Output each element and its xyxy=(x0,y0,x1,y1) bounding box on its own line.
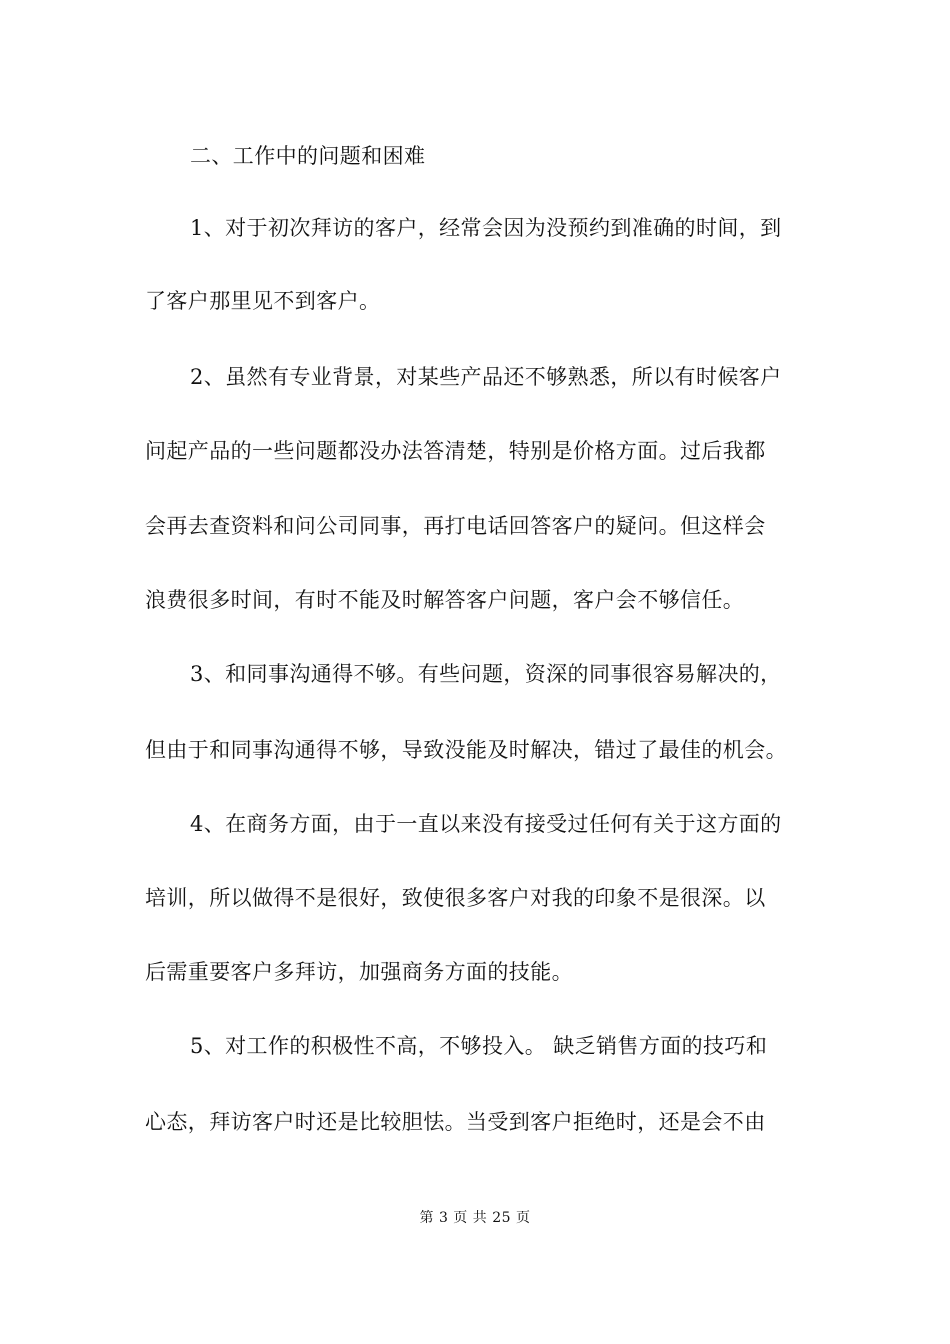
paragraph-line: 问起产品的一些问题都没办法答清楚，特别是价格方面。过后我都 xyxy=(145,439,766,463)
paragraph-line: 但由于和同事沟通得不够，导致没能及时解决，错过了最佳的机会。 xyxy=(145,738,787,762)
paragraph-line: 3、和同事沟通得不够。有些问题，资深的同事很容易解决的， xyxy=(190,662,782,686)
paragraph-line: 了客户那里见不到客户。 xyxy=(145,289,381,313)
paragraph-line: 培训，所以做得不是很好，致使很多客户对我的印象不是很深。以 xyxy=(145,886,766,910)
paragraph-line: 5、对工作的积极性不高，不够投入。 缺乏销售方面的技巧和 xyxy=(190,1034,768,1058)
paragraph-line: 1、对于初次拜访的客户，经常会因为没预约到准确的时间，到 xyxy=(190,216,782,240)
paragraph-line: 后需重要客户多拜访，加强商务方面的技能。 xyxy=(145,960,573,984)
paragraph-line: 4、在商务方面，由于一直以来没有接受过任何有关于这方面的 xyxy=(190,812,782,836)
paragraph-line: 心态，拜访客户时还是比较胆怯。当受到客户拒绝时，还是会不由 xyxy=(145,1110,766,1134)
paragraph-line: 会再去查资料和问公司同事，再打电话回答客户的疑问。但这样会 xyxy=(145,514,766,538)
page-footer: 第 3 页 共 25 页 xyxy=(419,1210,531,1226)
paragraph-line: 2、虽然有专业背景，对某些产品还不够熟悉，所以有时候客户 xyxy=(190,365,782,389)
section-heading: 二、工作中的问题和困难 xyxy=(190,144,426,168)
paragraph-line: 浪费很多时间，有时不能及时解答客户问题，客户会不够信任。 xyxy=(145,588,745,612)
